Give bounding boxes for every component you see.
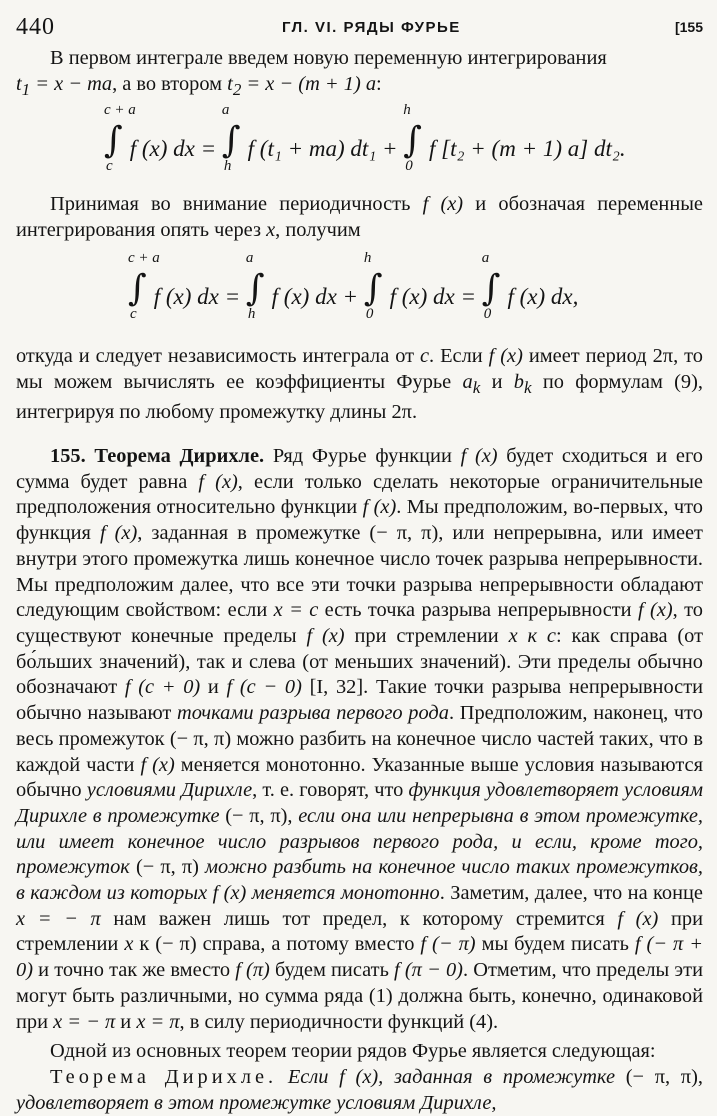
text: будет сходиться и его сумма будет равна [16, 445, 703, 493]
theorem-heading: Теорема Дирихле. [50, 1065, 278, 1088]
math: f (x) [99, 522, 138, 545]
text: и обозначая переменные интегрирования опять через [16, 193, 703, 242]
emphasis: меняется монотонно [251, 882, 440, 905]
text: и [115, 1010, 137, 1033]
running-header [16, 6, 703, 46]
math-fx: f (x) [488, 344, 523, 367]
text: : как справа (от бо́льших значений), так и слева (от меньших значений). Эти пределы обычно обозначают [16, 625, 704, 699]
section-reference: [155 [674, 19, 703, 35]
text: имеет период 2π, то мы можем вычислять ее коэффициенты Фурье [16, 344, 703, 393]
paragraph-main-theorem [16, 1039, 703, 1065]
upper-limit: a [221, 102, 230, 119]
math: x [124, 933, 134, 956]
math: f (− π) [420, 933, 476, 956]
text: Одной из основных теорем теории рядов Фурье является следующая: [50, 1040, 656, 1063]
text: , заданная в промежутке (− π, π), или непрерывна, или имеет внутри этого промежутка лишь конечное число точек разрыва непрерывности. Мы предположим далее, что все эти точки разрыва непрерывности обладают следующим свойством: если [16, 522, 703, 622]
math: f (x) [198, 470, 238, 493]
text: к (− π) справа, а потому вместо [133, 933, 421, 956]
upper-limit: h [403, 102, 411, 119]
math: f (π − 0) [394, 959, 463, 982]
sub: k [472, 377, 481, 397]
text: , а во втором [112, 72, 228, 95]
math: x = − π [53, 1010, 116, 1033]
lower-limit: 0 [483, 305, 492, 322]
var: a [462, 370, 473, 393]
math-fx: f (x) [422, 193, 464, 216]
formula-part: f [t₂ + (m + 1) a] dt₂. [429, 136, 626, 162]
math-x: x [266, 219, 276, 242]
text: . Заметим, далее, что на конце [439, 882, 703, 905]
math: f (x) [306, 625, 345, 647]
math: f (π) [235, 959, 270, 982]
formula-part: f (x) dx = [389, 283, 482, 309]
lower-limit: c [130, 305, 137, 322]
sub: k [523, 377, 532, 397]
lower-limit: h [247, 305, 256, 322]
math: f (c − 0) [226, 676, 302, 699]
text: Принимая во внимание периодичность [50, 193, 423, 216]
integral-sign: ∫ c + a c [128, 249, 160, 322]
math-t2 [227, 72, 377, 99]
text: , то существуют конечные пределы [16, 599, 703, 647]
math: x = c [273, 599, 319, 622]
sub: 2 [232, 79, 242, 99]
lower-limit: 0 [405, 158, 413, 175]
formula-2-expression [128, 249, 579, 322]
text: Ряд Фурье функции [264, 445, 461, 468]
text: . Отметим, что пределы эти могут быть различными, но сумма ряда (1) должна быть, конечно, одинаковой при [16, 959, 703, 1033]
text: . Предположим, наконец, что весь промежуток (− π, π) можно разбить на конечное число частей таких, что в каждой части [16, 702, 703, 776]
text: В первом интеграле введем новую переменную интегрирования [50, 47, 607, 69]
paragraph-independence [16, 344, 703, 426]
upper-limit: c + a [128, 249, 160, 266]
text: нам важен лишь тот предел, к которому стремится [100, 907, 618, 930]
formula-1 [16, 102, 703, 192]
text: (− π, π) [129, 856, 206, 879]
emphasis: условиями Дирихле [86, 779, 253, 802]
section-heading: 155. Теорема Дирихле. [50, 445, 265, 468]
integral-sign: ∫ a h [221, 102, 241, 175]
math: x к c [508, 625, 556, 647]
var: t [227, 72, 233, 95]
text: будем писать [269, 959, 395, 982]
paragraph-dirichlet-section [16, 444, 703, 1035]
math: f (x) [362, 496, 397, 519]
text: и точно так же вместо [33, 959, 236, 982]
formula-part: f (x) dx = [129, 136, 222, 162]
text: , в силу периодичности функций (4). [179, 1010, 499, 1033]
math: x = − π [16, 907, 101, 930]
sub: 1 [21, 79, 31, 99]
lower-limit: c [106, 158, 113, 175]
formula-part: f (x) dx, [507, 283, 579, 309]
emphasis: Если [277, 1065, 340, 1088]
math-ak [462, 370, 481, 397]
math: f (x) [617, 907, 659, 930]
math-t1 [16, 72, 113, 99]
formula-1-expression [104, 102, 626, 175]
formula-part: f (x) dx = [153, 283, 246, 309]
integral-sign: ∫ c + a c [104, 102, 136, 175]
text: при стремлении [16, 907, 703, 956]
text: . Мы предположим, во-первых, что функция [16, 496, 703, 545]
text: есть точка разрыва непрерывности [318, 599, 638, 622]
math: f (x) [460, 445, 498, 468]
text: (− π, π), [219, 804, 299, 827]
math: x = π [136, 1010, 180, 1033]
math-c: c [419, 344, 430, 367]
text: : [376, 72, 382, 95]
text: по формулам (9), интегрируя по любому промежутку длины 2π. [16, 370, 704, 424]
emphasis: функция удовлетворяет условиям Дирихле в промежутке [16, 779, 704, 827]
integral-sign: ∫ h 0 [363, 249, 383, 322]
upper-limit: c + a [104, 102, 136, 119]
upper-limit: a [481, 249, 490, 266]
expr: = x − (m + 1) a [241, 72, 377, 95]
text: меняется монотонно. Указанные выше условия называются обычно [16, 753, 703, 802]
paragraph-periodicity [16, 192, 703, 243]
text: (− π, π), [615, 1065, 703, 1088]
text: и [480, 370, 514, 393]
var: b [513, 370, 524, 393]
math: f (x) [339, 1065, 379, 1088]
math: f (x) [637, 599, 673, 622]
paragraph-substitution [16, 46, 703, 102]
lower-limit: 0 [365, 305, 374, 322]
emphasis: если она или непрерывна в этом промежутке, или имеет конечное число разрывов первого рода, и если, кроме того, промежуток [16, 804, 704, 879]
expr: = x − ma [30, 72, 113, 95]
text: откуда и следует независимость интеграла от [16, 344, 420, 367]
formula-2 [16, 244, 703, 344]
var: t [16, 72, 22, 95]
upper-limit: a [245, 249, 254, 266]
chapter-title: ГЛ. VI. РЯДЫ ФУРЬЕ [282, 19, 461, 36]
integral-sign: ∫ a h [245, 249, 265, 322]
integral-sign: ∫ h 0 [403, 102, 423, 175]
text: [I, 32]. Такие точки разрыва непрерывности обычно называют [16, 676, 704, 725]
text: , если только сделать некоторые ограничительные предположения относительно функции [16, 470, 703, 519]
emphasis: удовлетворяет в этом промежутке условиям Дирихле, [16, 1091, 497, 1114]
upper-limit: h [363, 249, 372, 266]
formula-part: f (t₁ + ma) dt₁ + [247, 136, 404, 162]
math: f (− π + 0) [16, 933, 704, 982]
emphasis: можно разбить на конечное число таких промежутков, в каждом из которых [16, 856, 703, 905]
math: f (c + 0) [124, 676, 201, 699]
math: f (x) [212, 882, 247, 905]
emphasis: точками разрыва первого рода [177, 702, 449, 725]
formula-part: f (x) dx + [271, 283, 364, 309]
text: и [200, 676, 227, 699]
math: f (x) [140, 753, 175, 776]
text: , получим [275, 219, 361, 242]
lower-limit: h [223, 158, 232, 175]
text: мы будем писать [475, 933, 635, 956]
integral-sign: ∫ a 0 [481, 249, 501, 322]
page-number: 440 [16, 14, 55, 40]
text: , т. е. говорят, что [252, 779, 409, 802]
paragraph-theorem-statement [16, 1065, 703, 1116]
math-bk [513, 370, 532, 397]
text: при стремлении [344, 625, 509, 647]
emphasis: , заданная в промежутке [378, 1065, 615, 1088]
text: . Если [429, 344, 489, 367]
